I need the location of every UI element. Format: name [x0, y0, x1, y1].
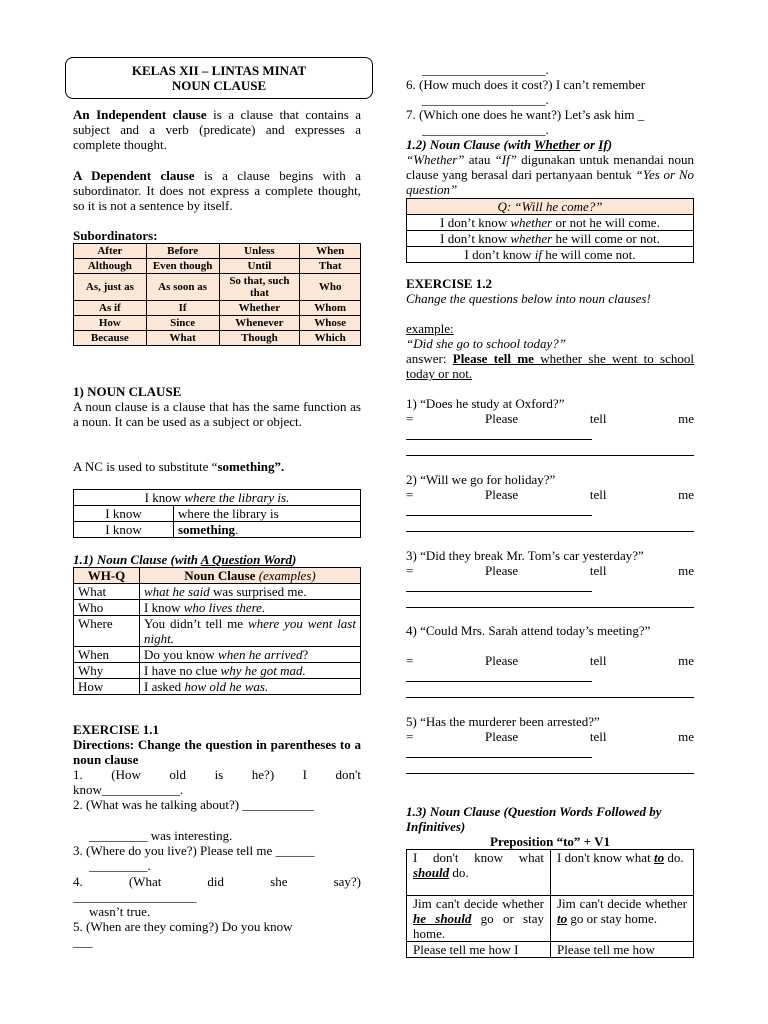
exercise-1-1-item-6-blank: ___________________.: [422, 92, 549, 107]
subordinators-table-wrap: [73, 243, 361, 346]
subordinator-cell: Whom: [300, 301, 361, 316]
wh-word: When: [74, 647, 140, 663]
question-word-row: [74, 616, 361, 647]
whether-table: [406, 198, 694, 263]
wh-word: Who: [74, 600, 140, 616]
please-tell-me-line: [406, 487, 694, 502]
subordinator-cell: Unless: [219, 244, 300, 259]
example-question: “Did she go to school today?”: [406, 336, 566, 351]
question-word-row: [74, 663, 361, 679]
subordinator-cell: Even though: [146, 259, 219, 274]
noun-clause-heading: 1) NOUN CLAUSE: [73, 384, 182, 399]
exercise-1-1-item-2: 2. (What was he talking about?) ___________: [73, 797, 314, 812]
prompt-word: me: [678, 411, 694, 426]
exercise-1-2-question: 5) “Has the murderer been arrested?”: [406, 714, 600, 729]
prompt-word: me: [678, 487, 694, 502]
prompt-word: =: [406, 729, 414, 744]
whether-example-row: [407, 247, 694, 263]
prompt-word: tell: [589, 563, 607, 578]
prompt-word: =: [406, 487, 414, 502]
wh-word: Where: [74, 616, 140, 647]
subordinators-row: [74, 274, 361, 301]
exercise-1-1-item-2-cont: _________ was interesting.: [89, 828, 233, 843]
subordinators-row: [74, 331, 361, 346]
title-line2: NOUN CLAUSE: [171, 78, 267, 93]
please-tell-me-line: [406, 411, 694, 426]
please-tell-me-line: [406, 729, 694, 744]
whether-table-wrap: [406, 198, 694, 263]
exercise-1-1-item-5-blank: ___: [73, 934, 93, 949]
exercise-1-2-question: 2) “Will we go for holiday?”: [406, 472, 556, 487]
wh-example: You didn’t tell me where you went last night.: [140, 616, 361, 647]
subordinator-cell: As if: [74, 301, 147, 316]
question-word-header-row: WH-Q Noun Clause (examples): [74, 568, 361, 584]
please-tell-me-line: [406, 653, 694, 668]
subordinator-cell: Whenever: [219, 316, 300, 331]
exercise-1-1-item-6: 6. (How much does it cost?) I can’t remember: [406, 77, 646, 92]
subordinator-cell: After: [74, 244, 147, 259]
subordinators-row: [74, 316, 361, 331]
nc-example-table-wrap: [73, 489, 361, 538]
nc-example-row: I know where the library is: [74, 506, 361, 522]
wh-word: What: [74, 584, 140, 600]
prompt-word: me: [678, 563, 694, 578]
substitute-sentence: A NC is used to substitute “something”.: [73, 459, 285, 474]
wh-example: I have no clue why he got mad.: [140, 663, 361, 679]
infinitive-subheading: Preposition “to” + V1: [490, 834, 610, 849]
subordinators-row: [74, 301, 361, 316]
answer-blank[interactable]: [406, 455, 694, 456]
infinitive-row: Jim can't decide whether he should go or stay home. Jim can't decide whether to go or stay home.: [407, 896, 694, 942]
prompt-word: Please: [484, 411, 519, 426]
whether-heading: 1.2) Noun Clause (with Whether or If): [406, 137, 613, 152]
prompt-word: =: [406, 653, 414, 668]
whether-example: I don’t know if he will come not.: [407, 247, 694, 263]
subordinator-cell: That: [300, 259, 361, 274]
subordinator-cell: Whether: [219, 301, 300, 316]
title-line1: KELAS XII – LINTAS MINAT: [131, 63, 307, 78]
infinitive-row: Please tell me how I Please tell me how: [407, 942, 694, 958]
nc-example-table: [73, 489, 361, 538]
exercise-1-1-item-7-blank: ___________________.: [422, 122, 549, 137]
exercise-1-2-question: 4) “Could Mrs. Sarah attend today’s meeting?”: [406, 623, 651, 638]
dependent-clause-definition: A Dependent clause is a clause begins with a subordinator. It does not express a complete thought, so it is not a sentence by itself.: [73, 168, 361, 213]
wh-word: How: [74, 679, 140, 695]
exercise-1-1-item-4-blank: ___________________: [73, 889, 197, 904]
infinitive-heading: 1.3) Noun Clause (Question Words Followed by Infinitives): [406, 804, 662, 834]
exercise-1-1-item-4-cont: wasn’t true.: [89, 904, 151, 919]
exercise-1-2-heading: EXERCISE 1.2: [406, 276, 492, 291]
whether-example-row: [407, 231, 694, 247]
wh-example: I asked how old he was.: [140, 679, 361, 695]
exercise-1-1-item-7: 7. (Which one does he want?) Let’s ask him _: [406, 107, 645, 122]
subordinator-cell: Before: [146, 244, 219, 259]
prompt-word: =: [406, 563, 414, 578]
question-word-row: [74, 584, 361, 600]
subordinator-cell: Although: [74, 259, 147, 274]
prompt-word: tell: [589, 729, 607, 744]
exercise-1-1-item-3: 3. (Where do you live?) Please tell me ______: [73, 843, 315, 858]
subordinator-cell: Until: [219, 259, 300, 274]
subordinator-cell: As, just as: [74, 274, 147, 301]
answer-blank[interactable]: [406, 607, 694, 608]
subordinator-cell: Whose: [300, 316, 361, 331]
infinitive-table: [406, 849, 694, 958]
nc-example-row: I know where the library is.: [74, 490, 361, 506]
exercise-1-1-heading: EXERCISE 1.1: [73, 722, 159, 737]
example-answer: answer: Please tell me whether she went to school today or not.: [406, 351, 694, 381]
exercise-1-1-item-1: 1. (How old is he?) I don't know____________.: [73, 767, 361, 797]
answer-blank[interactable]: [406, 757, 592, 758]
subordinator-cell: Which: [300, 331, 361, 346]
answer-blank[interactable]: [406, 531, 694, 532]
prompt-word: tell: [589, 411, 607, 426]
example-label: example:: [406, 321, 454, 336]
title-box: [65, 57, 373, 99]
whether-question-row: Q: “Will he come?”: [407, 199, 694, 215]
wh-example: I know who lives there.: [140, 600, 361, 616]
infinitive-row: I don't know what should do. I don't know what to do.: [407, 850, 694, 896]
subordinator-cell: Though: [219, 331, 300, 346]
item-5-continuation: ___________________.: [422, 62, 549, 77]
question-word-heading: 1.1) Noun Clause (with A Question Word): [73, 552, 297, 567]
subordinator-cell: When: [300, 244, 361, 259]
subordinators-row: [74, 244, 361, 259]
subordinator-cell: How: [74, 316, 147, 331]
exercise-1-1-item-5: 5. (When are they coming?) Do you know: [73, 919, 293, 934]
infinitive-table-wrap: [406, 849, 694, 958]
subordinators-table: [73, 243, 361, 346]
subordinators-row: [74, 259, 361, 274]
wh-example: what he said was surprised me.: [140, 584, 361, 600]
subordinator-cell: As soon as: [146, 274, 219, 301]
answer-blank[interactable]: [406, 681, 592, 682]
subordinator-cell: So that, such that: [219, 274, 300, 301]
subordinator-cell: Who: [300, 274, 361, 301]
answer-blank[interactable]: [406, 773, 694, 774]
whether-example: I don’t know whether he will come or not.: [407, 231, 694, 247]
exercise-1-1-item-4: 4. (What did she say?): [73, 874, 361, 889]
question-word-row: [74, 600, 361, 616]
exercise-1-1-directions: Directions: Change the question in parentheses to a noun clause: [73, 737, 361, 767]
prompt-word: Please: [484, 563, 519, 578]
question-word-row: [74, 679, 361, 695]
noun-clause-definition: A noun clause is a clause that has the same function as a noun. It can be used as a subject or object.: [73, 399, 361, 429]
subordinator-cell: What: [146, 331, 219, 346]
prompt-word: =: [406, 411, 414, 426]
answer-blank[interactable]: [406, 591, 592, 592]
whether-example-row: [407, 215, 694, 231]
prompt-word: me: [678, 729, 694, 744]
question-word-row: [74, 647, 361, 663]
exercise-1-2-question: 3) “Did they break Mr. Tom’s car yesterday?”: [406, 548, 644, 563]
subordinator-cell: Because: [74, 331, 147, 346]
answer-blank[interactable]: [406, 515, 592, 516]
question-word-table: [73, 567, 361, 695]
prompt-word: Please: [484, 653, 519, 668]
wh-word: Why: [74, 663, 140, 679]
answer-blank[interactable]: [406, 439, 592, 440]
whether-description: “Whether” atau “If” digunakan untuk menandai noun clause yang berasal dari pertanyaan bentuk “Yes or No question”: [406, 152, 694, 197]
whether-example: I don’t know whether or not he will come.: [407, 215, 694, 231]
exercise-1-2-instruction: Change the questions below into noun clauses!: [406, 291, 651, 306]
prompt-word: tell: [589, 487, 607, 502]
subordinator-cell: Since: [146, 316, 219, 331]
prompt-word: me: [678, 653, 694, 668]
answer-blank[interactable]: [406, 697, 694, 698]
prompt-word: Please: [484, 487, 519, 502]
wh-example: Do you know when he arrived?: [140, 647, 361, 663]
subordinators-heading: Subordinators:: [73, 228, 158, 243]
exercise-1-1-item-3-cont: _________.: [89, 858, 151, 873]
subordinator-cell: If: [146, 301, 219, 316]
exercise-1-2-question: 1) “Does he study at Oxford?”: [406, 396, 565, 411]
nc-example-row: I know something.: [74, 522, 361, 538]
prompt-word: tell: [589, 653, 607, 668]
prompt-word: Please: [484, 729, 519, 744]
independent-clause-definition: An Independent clause is a clause that contains a subject and a verb (predicate) and expresses a complete thought.: [73, 107, 362, 152]
question-word-table-wrap: [73, 567, 361, 695]
please-tell-me-line: [406, 563, 694, 578]
